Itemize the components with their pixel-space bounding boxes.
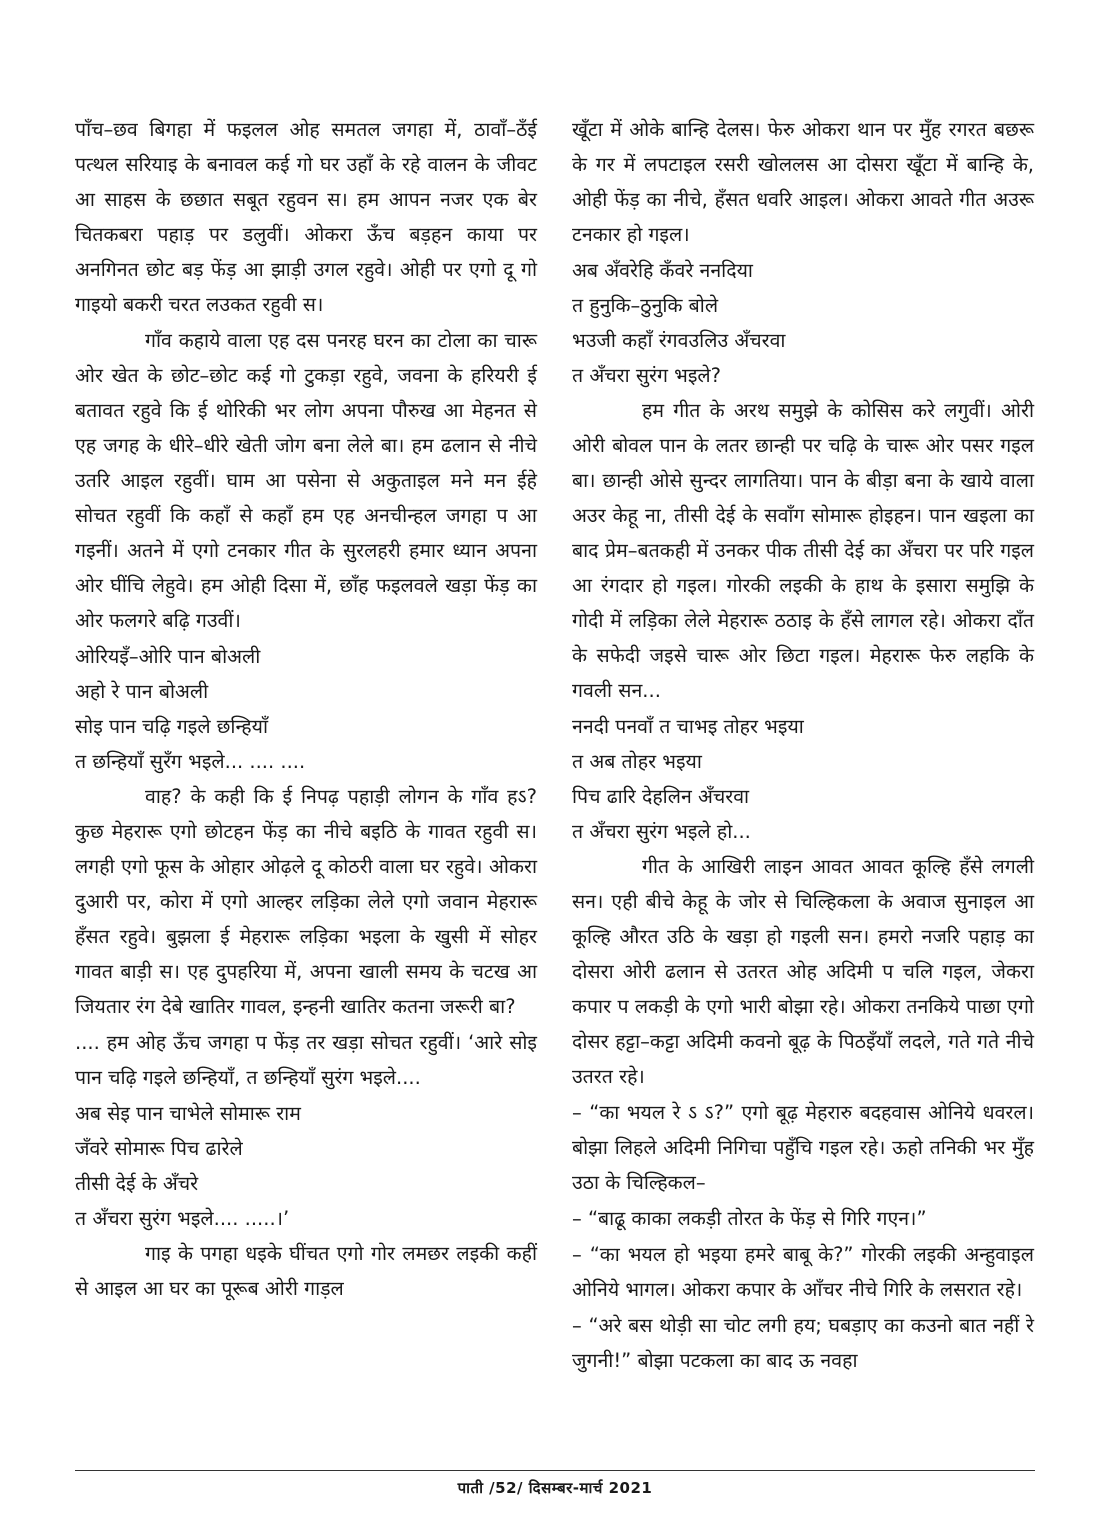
verse-line: सोइ पान चढ़ि गइले छन्हियाँ [75,715,269,738]
verse-line: त हुनुकि–ठुनुकि बोले [572,294,719,317]
paragraph: – “का भयल हो भइया हमरे बाबू के?” गोरकी लइकी अन्हुवाइल ओनिये भागल। ओकरा कपार के आँचर नीचे गिरि के लसरात रहे। [572,1243,1034,1301]
paragraph: – “बाढू काका लकड़ी तोरत के फेंड़ से गिरि गएन।” [572,1207,927,1230]
page-footer: पाती /52/ दिसम्बर-मार्च 2021 [457,1479,653,1497]
paragraph: पाँच–छव बिगहा में फइलल ओह समतल जगहा में, ठावाँ–ठँई पत्थल सरियाइ के बनावल कई गो घर उहाँ के रहे वालन के जीवट आ साहस के छछात सबूत रहुवन स। हम आपन नजर एक बेर चितकबरा पहाड़ पर डलुवीं। ओकरा ऊँच बड़हन काया पर अनगिनत छोट बड़ फेंड़ आ झाड़ी उगल रहुवे। ओही पर एगो दू गो गाइयो बकरी चरत लउकत रहुवी स। [75,118,537,316]
verse-line: पिच ढारि देहलिन अँचरवा [572,785,750,808]
paragraph: खूँटा में ओके बान्हि देलस। फेरु ओकरा थान पर मुँह रगरत बछरू के गर में लपटाइल रसरी खोललस आ दोसरा खूँटा में बान्हि के, ओही फेंड़ का नीचे, हँसत धवरि आइल। ओकरा आवते गीत अउरू टनकार हो गइल। [572,118,1034,246]
paragraph: वाह? के कही कि ई निपढ़ पहाड़ी लोगन के गाँव हऽ? कुछ मेहरारू एगो छोटहन फेंड़ का नीचे बइठि के गावत रहुवी स। लगही एगो फूस के ओहार ओढ़ले दू कोठरी वाला घर रहुवे। ओकरा दुआरी पर, कोरा में एगो आल्हर लड़िका लेले एगो जवान मेहरारू हँसत रहुवे। बुझला ई मेहरारू लड़िका भइला के खुसी में सोहर गावत बाड़ी स। एह दुपहरिया में, अपना खाली समय के चटख आ जियतार रंग देबे खातिर गावल, इन्हनी खातिर कतना जरूरी बा? [75,785,537,1018]
verse-line: अब अँवरेहि कँवरे ननदिया [572,259,753,282]
verse-line: त अँचरा सुरंग भइले? [572,364,722,387]
verse-line: भउजी कहाँ रंगवउलिउ अँचरवा [572,329,786,352]
verse-line: तीसी देई के अँचरे [75,1172,199,1195]
verse-line: त अँचरा सुरंग भइले.... .....।’ [75,1207,290,1230]
paragraph: .... हम ओह ऊँच जगहा प फेंड़ तर खड़ा सोचत रहुवीं। ‘आरे सोइ पान चढ़ि गइले छन्हियाँ, त छन्हियाँ सुरंग भइले.... [75,1031,537,1089]
verse-line: जँवरे सोमारू पिच ढारेले [75,1137,243,1160]
paragraph: – “का भयल रे ऽ ऽ?” एगो बूढ़ मेहरारु बदहवास ओनिये धवरल। बोझा लिहले अदिमी निगिचा पहुँचि गइल रहे। ऊहो तनिकी भर मुँह उठा के चिल्हिकल– [572,1101,1034,1194]
paragraph: गाइ के पगहा धइके घींचत एगो गोर लमछर लइकी कहीं से आइल आ घर का पूरूब ओरी गाड़ल [75,1242,537,1300]
paragraph: हम गीत के अरथ समुझे के कोसिस करे लगुवीं। ओरी ओरी बोवल पान के लतर छान्ही पर चढ़ि के चारू ओर पसर गइल बा। छान्ही ओसे सुन्दर लागतिया। पान के बीड़ा बना के खाये वाला अउर केहू ना, तीसी देई के सवाँग सोमारू होइहन। पान खइला का बाद प्रेम–बतकही में उनकर पीक तीसी देई का अँचरा पर परि गइल आ रंगदार हो गइल। गोरकी लइकी के हाथ के इसारा समुझि के गोदी में लड़िका लेले मेहरारू ठठाइ के हँसे लागल रहे। ओकरा दाँत के सफेदी जइसे चारू ओर छिटा गइल। मेहरारू फेरु लहकि के गवली सन... [572,399,1034,702]
verse-line: त अँचरा सुरंग भइले हो... [572,820,751,843]
paragraph: गीत के आखिरी लाइन आवत आवत कूल्हि हँसे लगली सन। एही बीचे केहू के जोर से चिल्हिकला के अवाज सुनाइल आ कूल्हि औरत उठि के खड़ा हो गइली सन। हमरो नजरि पहाड़ का दोसरा ओरी ढलान से उतरत ओह अदिमी प चलि गइल, जेकरा कपार प लकड़ी के एगो भारी बोझा रहे। ओकरा तनकिये पाछा एगो दोसर हट्टा–कट्टा अदिमी कवनो बूढ़ के पिठइँयाँ लदले, गते गते नीचे उतरत रहे। [572,855,1034,1088]
left-text-column [75,112,537,1307]
right-text-column [572,112,1034,1379]
verse-line: त छन्हियाँ सुरँग भइले... .... .... [75,750,306,773]
paragraph: गाँव कहाये वाला एह दस पनरह घरन का टोला का चारू ओर खेत के छोट–छोट कई गो टुकड़ा रहुवे, जवना के हरियरी ई बतावत रहुवे कि ई थोरिकी भर लोग अपना पौरुख आ मेहनत से एह जगह के धीरे–धीरे खेती जोग बना लेले बा। हम ढलान से नीचे उतरि आइल रहुवीं। घाम आ पसेना से अकुताइल मने मन ईहे सोचत रहुवीं कि कहाँ से कहाँ हम एह अनचीन्हल जगहा प आ गइनीं। अतने में एगो टनकार गीत के सुरलहरी हमार ध्यान अपना ओर घींचि लेहुवे। हम ओही दिसा में, छाँह फइलवले खड़ा फेंड़ का ओर फलगरे बढ़ि गउवीं। [75,329,537,632]
paragraph: – “अरे बस थोड़ी सा चोट लगी हय; घबड़ाए का कउनो बात नहीं रे जुगनी!” बोझा पटकला का बाद ऊ नवहा [572,1314,1034,1372]
verse-line: अहो रे पान बोअली [75,680,209,703]
verse-line: ओरियइँ–ओरि पान बोअली [75,645,261,668]
verse-line: त अब तोहर भइया [572,750,702,773]
footer-rule [75,1470,1035,1471]
verse-line: ननदी पनवाँ त चाभइ तोहर भइया [572,715,804,738]
verse-line: अब सेइ पान चाभेले सोमारू राम [75,1102,301,1125]
